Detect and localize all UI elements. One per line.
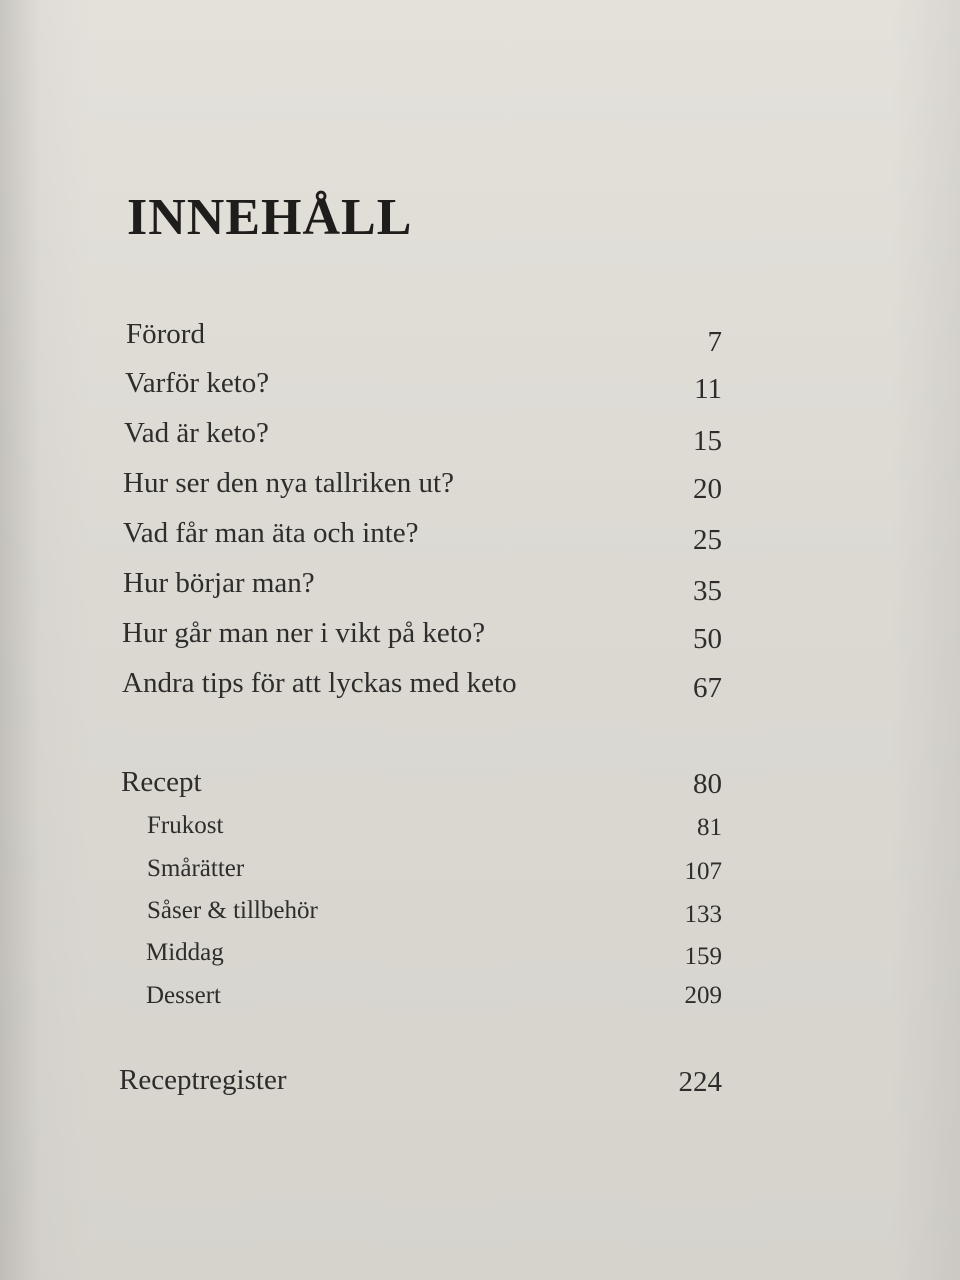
toc-entry-label: Andra tips för att lyckas med keto xyxy=(122,667,517,699)
toc-entry-label: Receptregister xyxy=(119,1064,287,1096)
toc-entry-page: 35 xyxy=(693,575,722,607)
toc-subentry-page: 209 xyxy=(684,982,722,1009)
toc-entry-label: Hur går man ner i vikt på keto? xyxy=(122,617,486,649)
toc-entry-page: 11 xyxy=(694,373,722,405)
toc-entry-page: 7 xyxy=(707,326,722,358)
toc-subentry-page: 81 xyxy=(697,814,722,841)
toc-subentry-label: Dessert xyxy=(146,982,221,1009)
toc-entry-label: Hur ser den nya tallriken ut? xyxy=(123,467,454,499)
toc-subentry-page: 133 xyxy=(684,901,722,928)
toc-entry-label: Recept xyxy=(121,766,202,798)
toc-entry-page: 224 xyxy=(678,1066,722,1098)
toc-entry-page: 67 xyxy=(693,672,722,704)
toc-entry-label: Vad får man äta och inte? xyxy=(123,517,419,549)
toc-subentry-label: Såser & tillbehör xyxy=(147,897,318,924)
toc-entry-page: 20 xyxy=(693,473,722,505)
toc-entry-label: Förord xyxy=(126,318,205,350)
page-title: INNEHÅLL xyxy=(127,189,413,246)
toc-entry-label: Hur börjar man? xyxy=(123,567,315,599)
toc-entry-page: 25 xyxy=(693,524,722,556)
toc-entry-label: Vad är keto? xyxy=(124,417,269,449)
toc-entry-label: Varför keto? xyxy=(125,367,270,399)
toc-entry-page: 50 xyxy=(693,623,722,655)
toc-subentry-label: Middag xyxy=(146,939,224,966)
toc-subentry-label: Smårätter xyxy=(147,855,245,882)
toc-subentry-label: Frukost xyxy=(147,812,224,839)
toc-subentry-page: 107 xyxy=(684,858,722,885)
toc-subentry-page: 159 xyxy=(684,943,722,970)
toc-entry-page: 80 xyxy=(693,768,722,800)
toc-entry-page: 15 xyxy=(693,425,722,457)
